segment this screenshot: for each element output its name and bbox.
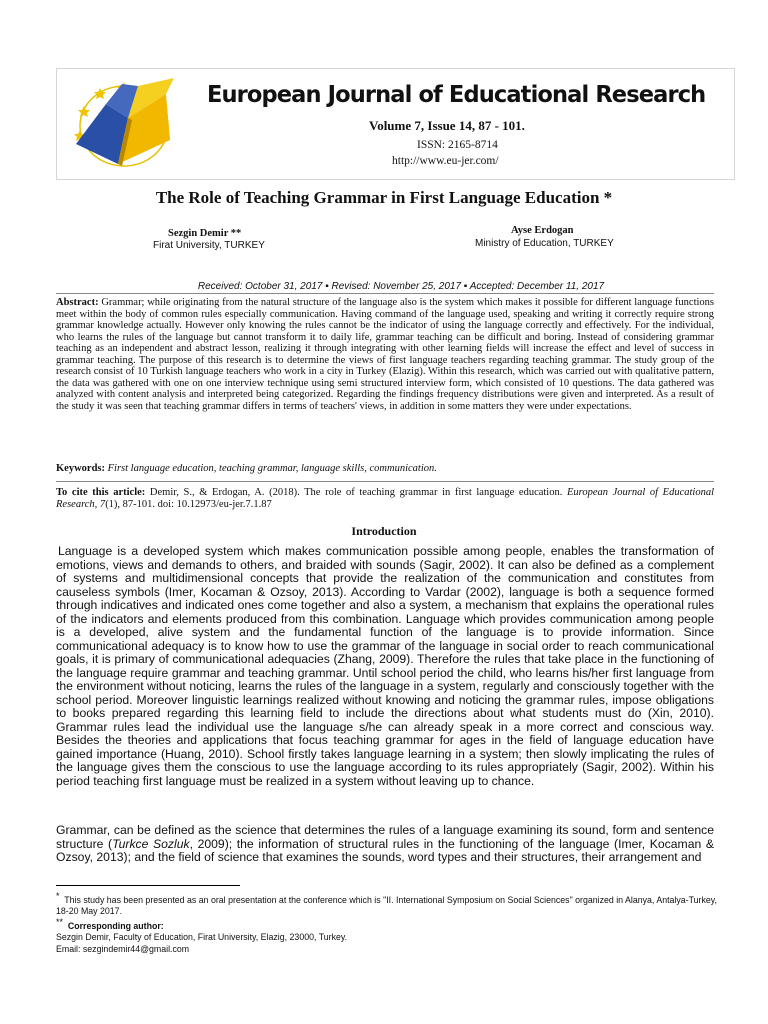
keywords-text: First language education, teaching grammar, language skills, communication. (107, 463, 437, 474)
author-1-block (153, 240, 265, 251)
received-dates: Received: October 31, 2017 ▪ Revised: November 25, 2017 ▪ Accepted: December 11, 2017 (197, 281, 605, 292)
paragraph-2-start: Grammar, can be defined as the science that determines the rules of a language examining its sound, form and sentence structure ( (56, 823, 714, 851)
footnote-rule (56, 885, 240, 886)
citation (56, 487, 714, 510)
footnotes (56, 891, 726, 955)
footnote-2-email[interactable]: Email: sezgindemir44@gmail.com (56, 943, 190, 954)
journal-title: European Journal of Educational Research (207, 82, 706, 108)
introduction-paragraph-2 (56, 824, 714, 865)
journal-url[interactable]: http://www.eu-jer.com/ (392, 155, 499, 167)
paragraph-2-end: , 2009); the information of structural rules in the functioning of the language (Imer, Kocaman & Ozsoy, 2013); and the field of science that examines the sounds, word types and their structures, their arrangement and (56, 836, 714, 864)
footnote-1-mark: * (56, 891, 60, 901)
journal-logo-book-stars (66, 74, 190, 170)
divider-top (56, 293, 714, 294)
citation-doi: (1), 87-101. doi: 10.12973/eu-jer.7.1.87 (105, 498, 272, 510)
footnote-2-line-1: Sezgin Demir, Faculty of Education, Firat University, Elazig, 23000, Turkey. (56, 932, 348, 943)
abstract (56, 297, 714, 412)
paper-title: The Role of Teaching Grammar in First Language Education * (155, 188, 613, 207)
keywords (56, 463, 714, 475)
citation-journal: European Journal of Educational Research, 7 (56, 487, 715, 510)
footnote-2-label: Corresponding author: (67, 921, 164, 932)
footnote-1 (56, 891, 726, 917)
author-2-affiliation: Ministry of Education, TURKEY (475, 238, 614, 249)
author-2 (511, 225, 574, 236)
abstract-text: Grammar; while originating from the natural structure of the language also is the system which makes it possible for different language functions meet within the body of common rules especially communication. Having command of the language used, speaking and writing it correctly require strong grammar knowledge actually. However only knowing the rules cannot be the indicator of using the language correctly and effectively. For the individual, who learns the rules of the language but cannot transform it to daily life, grammar teaching can be difficult and boring. Instead of considering grammar teaching as an independent and abstract lesson, realizing it through integrating with other learning fields will increase the effect and level of success in grammar teaching. The purpose of this research is to determine the views of first language teachers regarding teaching grammar. The study group of the research consist of 10 Turkish language teachers who work in a city in Turkey (Elazig). Within this research, which was carried out with qualitative pattern, the data was gathered with one on one interview technique using semi structured interview form, which consisted of 10 questions. The data gathered was analyzed with content analysis and interpreted being categorized. Regarding the findings frequency distributions were given and interpreted. As a result of the study it was seen that teaching grammar differs in terms of teachers' views, in addition in some matters they were under expectations. (56, 297, 714, 412)
volume-issue-line: Volume 7, Issue 14, 87 - 101. (369, 118, 525, 133)
footnote-2-mark: ** (56, 917, 64, 928)
footnote-1-text: This study has been presented as an oral presentation at the conference which is "II. International Symposium on Social Sciences" organized in Alanya, Antalya-Turkey, 18-20 May 2017. (56, 894, 717, 917)
abstract-label: Abstract: (56, 297, 99, 308)
author-2-name: Ayse Erdogan (511, 225, 574, 236)
footnote-2 (56, 917, 726, 932)
citation-label: To cite this article: (56, 487, 146, 498)
author-1-name: Sezgin Demir ** (168, 228, 242, 239)
keywords-label: Keywords: (56, 463, 105, 474)
turkce-sozluk-ref: Turkce Sozluk (112, 836, 190, 851)
introduction-heading: Introduction (351, 524, 417, 538)
introduction-paragraph-1: Language is a developed system which makes communication possible among people, enables the transformation of emotions, views and demands to others, and braided with sounds (Sagir, 2002). It can also be defined as a complement of systems and multidimensional concepts that provide the realization of the communication and constitutes from causeless symbols (Imer, Kocaman & Ozsoy, 2013). According to Vardar (2002), language is both a sequence formed through indicatives and indicated ones come together and also a system, a mechanism that explains the operational rules of the indicators and elements produced from this combination. Language which provides communication among people is a developed, alive system and the fundamental function of the language is to provide information. Since communicational adequacy is to know how to use the grammar of the language in social order to reach communicational goals, it is primary of communicational adequacies (Zhang, 2009). Therefore the rules that take place in the functioning of the language require grammar and teaching grammar. Until school period the child, who learns his/her first language from the environment without noticing, learns the rules of the language in a system, regularly and consciously together with the school period. Moreover linguistic learnings realized without knowing and noticing the grammar rules, impose obligations to books prepared regarding this learning field to include the directions about what students must do (Xin, 2010). Grammar rules lead the individual use the language s/he can already speak in a more correct and conscious way. Besides the theories and applications that focus teaching grammar for ages in the field of language education have gained importance (Huang, 2010). School firstly takes language learning in a system; then slowly implicating the rules of the language gives them the conscious to use the language according to its rules appropriately (Sagir, 2002). Within his period teaching first language must be realized in a system without leaving up to chance. (56, 544, 714, 788)
author-2-block (475, 238, 614, 249)
author-1 (168, 228, 241, 239)
author-1-affiliation: Firat University, TURKEY (153, 240, 265, 251)
citation-text: Demir, S., & Erdogan, A. (2018). The role of teaching grammar in first language education. (149, 487, 563, 498)
divider-citation (56, 481, 714, 482)
issn-line: ISSN: 2165-8714 (417, 139, 498, 151)
